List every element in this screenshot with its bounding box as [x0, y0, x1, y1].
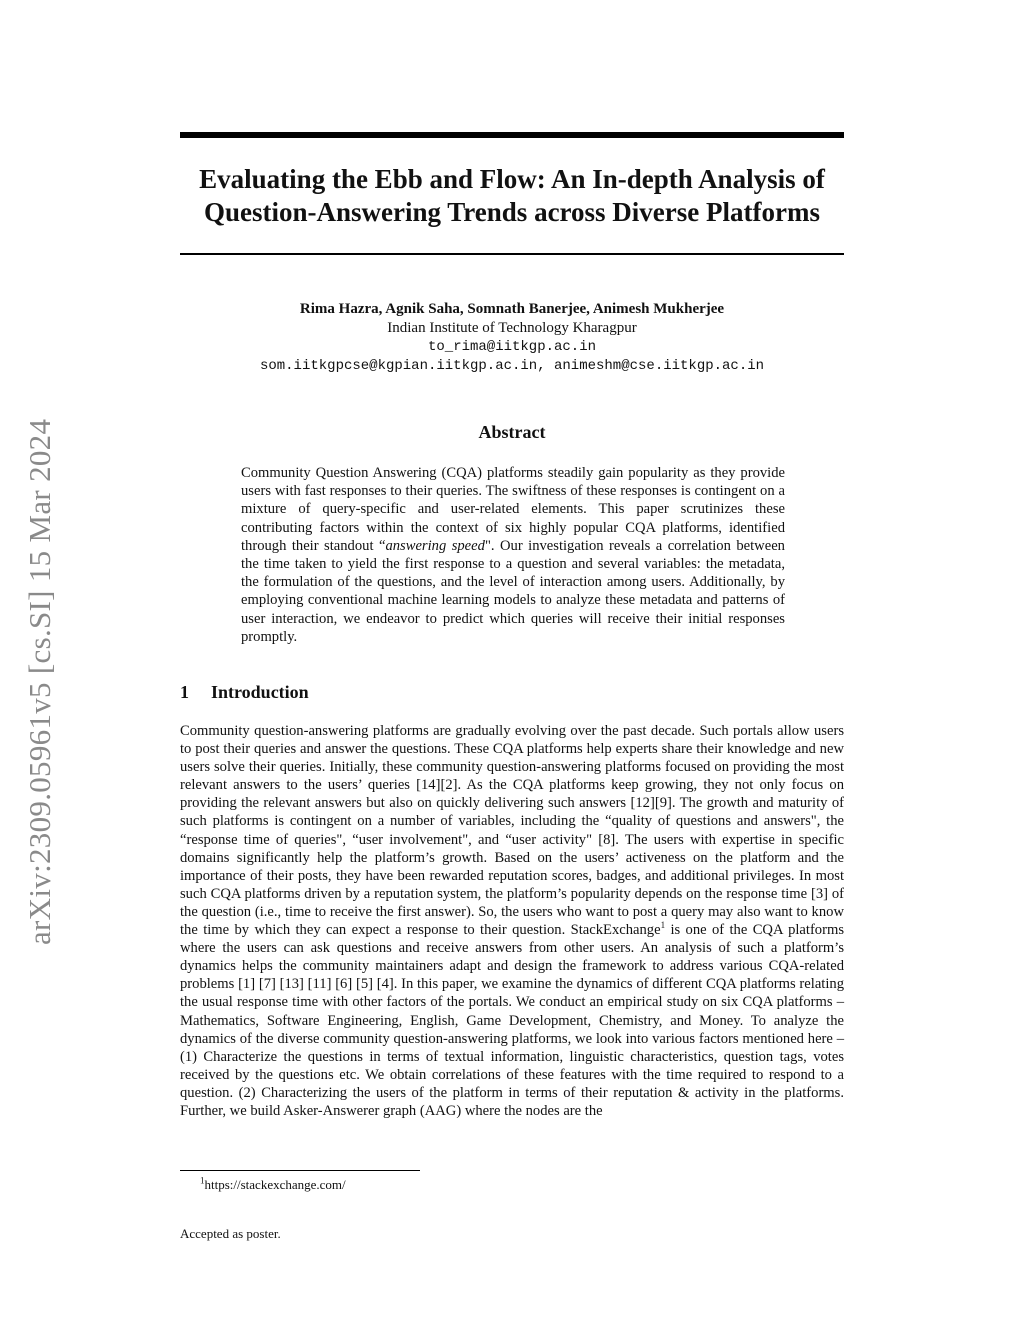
footnote-reference[interactable]: 1: [660, 920, 666, 931]
arxiv-identifier-stamp: arXiv:2309.05961v5 [cs.SI] 15 Mar 2024: [22, 418, 57, 945]
title-line-2: Question-Answering Trends across Diverse Platforms: [204, 197, 820, 227]
abstract-text-start: Community Question Answering (CQA) platforms steadily gain popularity as they provide users with fast responses to their queries. The swiftness of these responses is contingent on a mixture of query-specific and user-related elements. This paper scrutinizes these contributing factors within the context of six highly popular CQA platforms, identified through their standout “: [241, 465, 785, 554]
introduction-paragraph: [180, 722, 844, 1120]
acceptance-note: Accepted as poster.: [180, 1226, 281, 1241]
title-bottom-rule: [180, 253, 844, 255]
section-number: 1: [180, 682, 189, 702]
footnote-link[interactable]: https://stackexchange.com/: [204, 1177, 346, 1192]
abstract-heading: Abstract: [478, 422, 546, 442]
section-heading-introduction: [180, 681, 309, 703]
section-title: Introduction: [211, 682, 309, 702]
footnote-mark: 1: [200, 1175, 205, 1186]
footnote-divider: [180, 1170, 420, 1171]
footnote: [200, 1176, 346, 1193]
intro-text-end: is one of the CQA platforms where the users can ask questions and receive answers from other users. An analysis of such a platform’s dynamics helps the community maintainers adapt and design the framework to address various CQA-related problems [1] [7] [13] [11] [6] [5] [4]. In this paper, we examine the dynamics of different CQA platforms relating the usual response time with other factors of the portals. We conduct an empirical study on six CQA platforms – Mathematics, Software Engineering, English, Game Development, Chemistry, and Money. To analyze the dynamics of the diverse community question-answering platforms, we look into various factors mentioned here – (1) Characterize the questions in terms of textual information, linguistic characteristics, question tags, votes received by the questions etc. We obtain correlations of these features with the time required to respond to a question. (2) Characterizing the users of the platform in terms of their reputation & activity in the platforms. Further, we build Asker-Answerer graph (AAG) where the nodes are the: [180, 922, 844, 1119]
title-top-rule: [180, 132, 844, 138]
abstract-body: [241, 464, 785, 646]
author-affiliation: Indian Institute of Technology Kharagpur: [387, 320, 637, 336]
author-email-secondary: som.iitkgpcse@kgpian.iitkgp.ac.in, animeshm@cse.iitkgp.ac.in: [259, 358, 765, 374]
title-line-1: Evaluating the Ebb and Flow: An In-depth Analysis of: [199, 164, 825, 194]
abstract-emphasis: answering speed: [385, 537, 485, 554]
intro-text-start: Community question-answering platforms are gradually evolving over the past decade. Such portals allow users to post their queries and answer the questions. These CQA platforms help experts share their knowledge and new users solve their queries. Initially, these community question-answering platforms focused on providing the most relevant answers to the users’ queries [14][2]. As the CQA platforms keep growing, they not only focus on providing the relevant answers but also on quickly delivering such answers [12][9]. The growth and maturity of such platforms is contingent on a number of variables, including the “quality of questions and answers", the “response time of queries", “user involvement", and “user activity" [8]. The users with expertise in specific domains significantly help the platform’s growth. Based on the users’ activeness on the platform and the importance of their posts, they have been rewarded reputation scores, badges, and additional privileges. In most such CQA platforms driven by a reputation system, the platform’s popularity depends on the response time [3] of the question (i.e., time to receive the first answer). So, the users who want to post a query may also want to know the time by which they can expect a response to their question. StackExchange: [180, 723, 844, 939]
author-block: [180, 300, 844, 376]
abstract-text-end: ". Our investigation reveals a correlation between the time taken to yield the first response to a question and several variables: the metadata, the formulation of the questions, and the level of interaction among users. Additionally, by employing conventional machine learning models to analyze these metadata and patterns of user interaction, we endeavor to predict which queries will receive their initial responses promptly.: [241, 537, 785, 645]
author-email-primary: to_rima@iitkgp.ac.in: [427, 339, 597, 355]
paper-title: [180, 163, 844, 229]
author-names: Rima Hazra, Agnik Saha, Somnath Banerjee, Animesh Mukherjee: [299, 301, 725, 317]
